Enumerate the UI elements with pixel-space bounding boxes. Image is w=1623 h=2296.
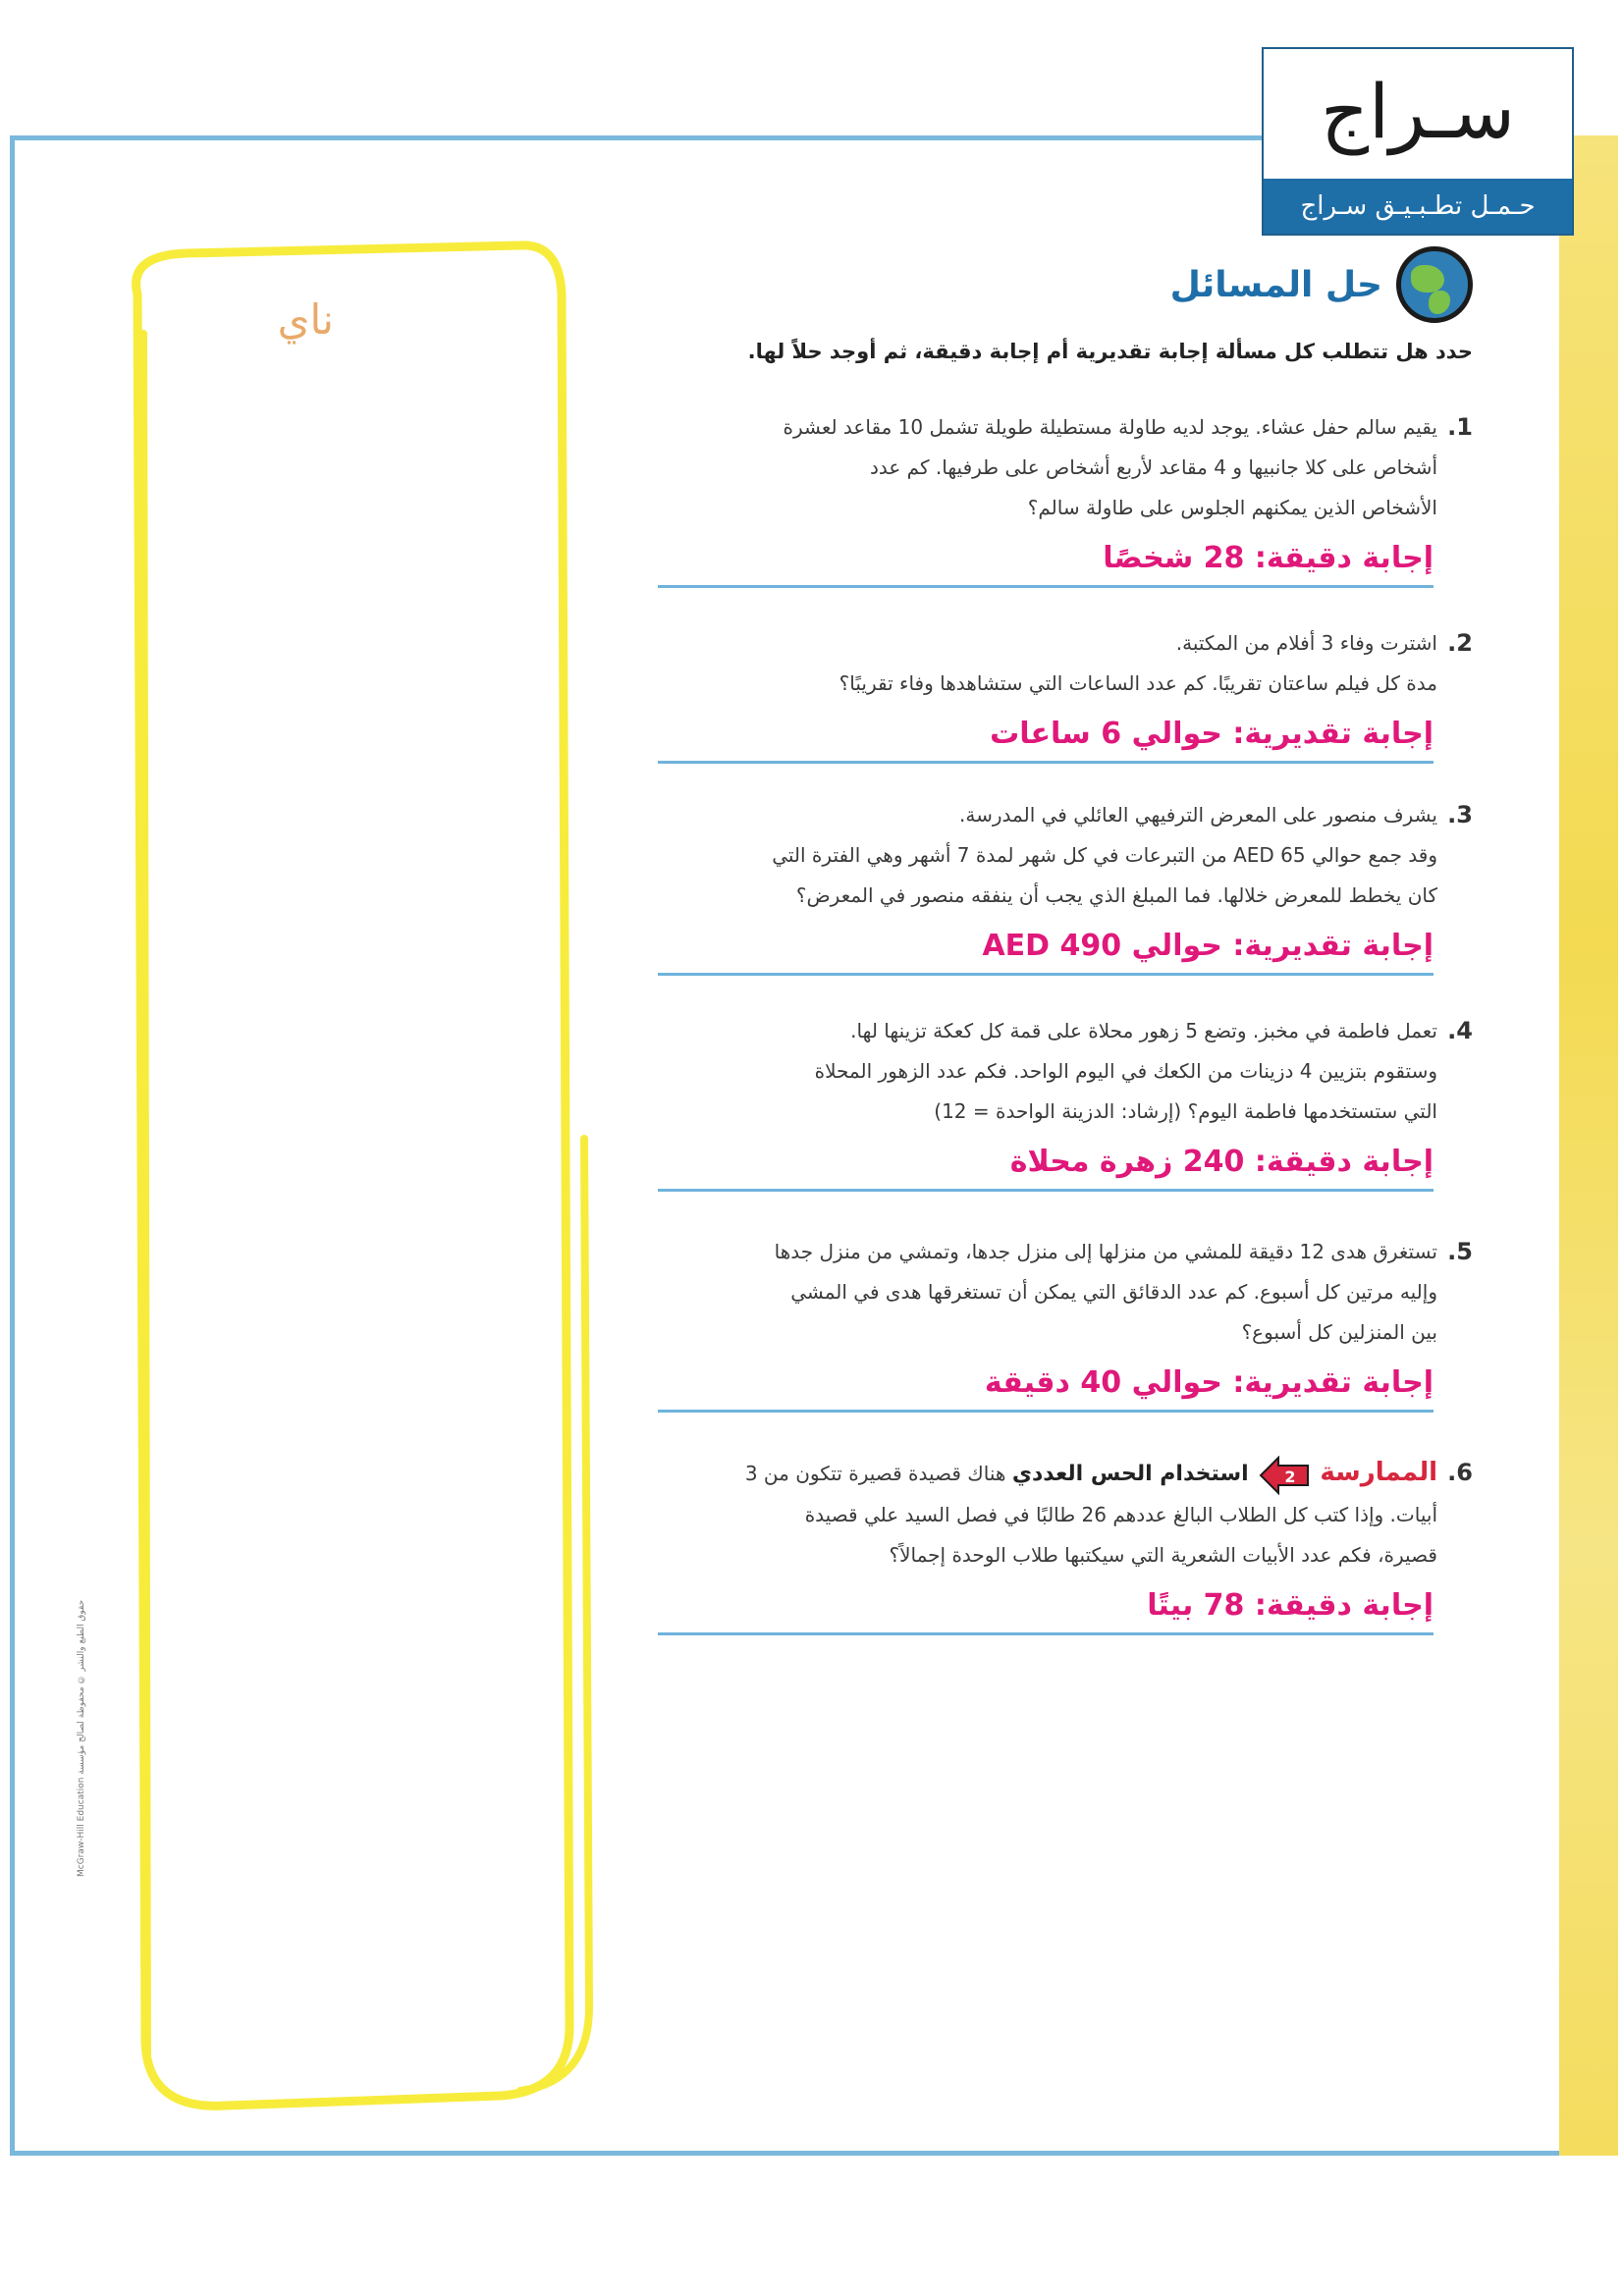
problem-line: يقيم سالم حفل عشاء. يوجد لديه طاولة مستطيلة طويلة تشمل 10 مقاعد لعشرة: [783, 415, 1437, 439]
problem-line: بين المنزلين كل أسبوع؟: [1241, 1320, 1437, 1344]
problem-line: وإليه مرتين كل أسبوع. كم عدد الدقائق التي يمكن أن تستغرقها هدى في المشي: [790, 1280, 1437, 1304]
practice-label: الممارسة: [1320, 1458, 1437, 1487]
problem-line: التي ستستخدمها فاطمة اليوم؟ (إرشاد: الدزينة الواحدة = 12): [934, 1099, 1437, 1123]
answer: إجابة دقيقة: 28 شخصًا: [658, 536, 1434, 588]
globe-icon: [1396, 246, 1473, 323]
problem-2: [604, 623, 1473, 764]
problem-line: تعمل فاطمة في مخبز. وتضع 5 زهور محلاة على قمة كل كعكة تزينها لها.: [850, 1019, 1437, 1042]
problem-line-first: [604, 1453, 1437, 1495]
problem-6: [604, 1453, 1473, 1635]
problem-number: 6.: [1447, 1459, 1473, 1486]
problem-1: [604, 407, 1473, 588]
handwriting-scribble: ناي: [277, 295, 334, 344]
section-instruction: حدد هل تتطلب كل مسألة إجابة تقديرية أم إجابة دقيقة، ثم أوجد حلاً لها.: [747, 340, 1473, 363]
problem-line: تستغرق هدى 12 دقيقة للمشي من منزلها إلى منزل جدها، وتمشي من منزل جدها: [774, 1240, 1437, 1263]
answer: إجابة دقيقة: 78 بيتًا: [658, 1583, 1434, 1635]
problem-line: مدة كل فيلم ساعتان تقريبًا. كم عدد الساعات التي ستشاهدها وفاء تقريبًا؟: [839, 671, 1437, 695]
answer: إجابة تقديرية: حوالي AED 490: [658, 924, 1434, 976]
number-sense-label: استخدام الحس العددي: [1011, 1462, 1249, 1486]
practice-arrow-badge-icon: [1259, 1456, 1310, 1495]
logo-tagline: حـمـل تطـبـيـق سـراج: [1264, 179, 1572, 234]
right-yellow-strip: [1559, 135, 1618, 2156]
problem-number: 3.: [1447, 801, 1473, 828]
problem-3: [604, 795, 1473, 976]
problem-number: 4.: [1447, 1017, 1473, 1044]
answer: إجابة تقديرية: حوالي 6 ساعات: [658, 712, 1434, 764]
answer: إجابة دقيقة: 240 زهرة محلاة: [658, 1140, 1434, 1192]
side-copyright: حقوق الطبع والنشر © محفوظة لصالح مؤسسة McGraw-Hill Education: [77, 1600, 86, 1878]
problem-line: اشترت وفاء 3 أفلام من المكتبة.: [1175, 631, 1437, 655]
yellow-highlighter-annotation: [108, 236, 599, 2130]
problem-5: [604, 1232, 1473, 1413]
answer: إجابة تقديرية: حوالي 40 دقيقة: [658, 1361, 1434, 1413]
problem-number: 1.: [1447, 413, 1473, 441]
section-title: حل المسائل: [1169, 264, 1382, 305]
problem-line: أبيات. وإذا كتب كل الطلاب البالغ عددهم 26 طالبًا في فصل السيد علي قصيدة: [804, 1502, 1437, 1526]
problem-line: الأشخاص الذين يمكنهم الجلوس على طاولة سالم؟: [1027, 496, 1437, 519]
badge-number: 2: [1284, 1467, 1296, 1486]
problem-line: هناك قصيدة قصيرة تتكون من 3: [744, 1462, 1006, 1485]
section-header: [1170, 245, 1473, 324]
logo-word: سـراج: [1320, 68, 1516, 155]
problem-line: كان يخطط للمعرض خلالها. فما المبلغ الذي يجب أن ينفقه منصور في المعرض؟: [795, 883, 1437, 907]
siraj-logo[interactable]: [1262, 47, 1574, 236]
problem-number: 5.: [1447, 1238, 1473, 1265]
problem-line: وقد جمع حوالي AED 65 من التبرعات في كل شهر لمدة 7 أشهر وهي الفترة التي: [772, 843, 1437, 867]
problem-4: [604, 1011, 1473, 1192]
problem-line: قصيرة، فكم عدد الأبيات الشعرية التي سيكتبها طلاب الوحدة إجمالاً؟: [889, 1542, 1437, 1567]
problem-line: يشرف منصور على المعرض الترفيهي العائلي في المدرسة.: [959, 803, 1437, 827]
problem-number: 2.: [1447, 629, 1473, 657]
problem-line: وستقوم بتزيين 4 دزينات من الكعك في اليوم الواحد. فكم عدد الزهور المحلاة: [814, 1059, 1437, 1083]
problem-line: أشخاص على كلا جانبيها و 4 مقاعد لأربع أشخاص على طرفيها. كم عدد: [869, 455, 1437, 479]
